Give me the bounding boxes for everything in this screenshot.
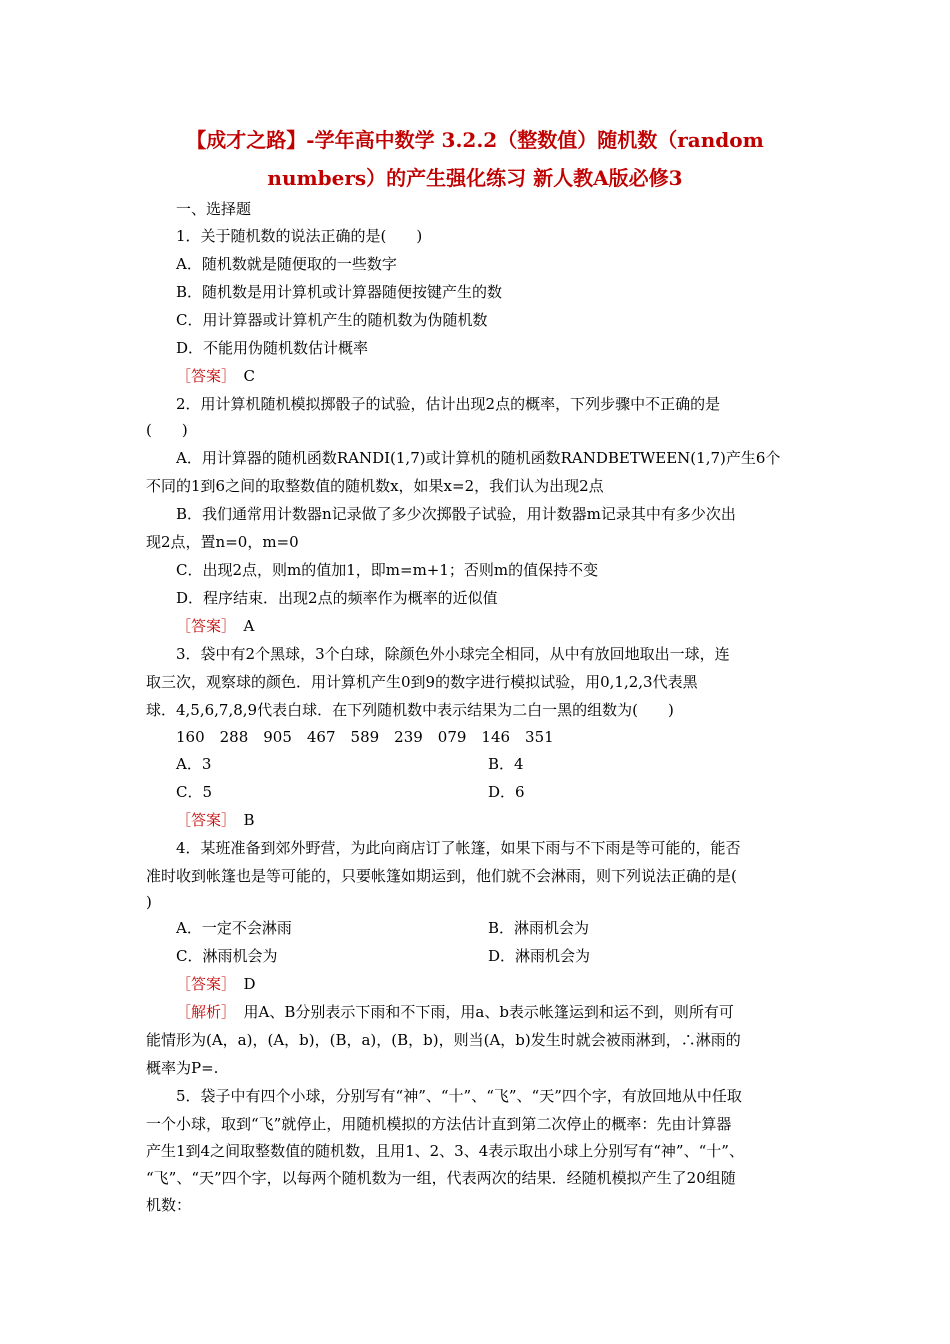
solution-text: 用A、B分别表示下雨和不下雨，用a、b表示帐篷运到和运不到，则所有可 <box>243 1003 734 1021</box>
q2-stem-line-2: ( ) <box>146 421 188 439</box>
q4-option-b: B．淋雨机会为 <box>488 919 590 937</box>
q2-option-c: C．出现2点，则m的值加1，即m=m+1；否则m的值保持不变 <box>176 561 599 579</box>
q5-stem-line-3: 产生1到4之间取整数值的随机数，且用1、2、3、4表示取出小球上分别写有“神”、“十”、 <box>146 1142 744 1160</box>
q4-solution-line-2: 能情形为(A，a)，(A，b)，(B，a)，(B，b)，则当(A，b)发生时就会被雨淋到，∴淋雨的 <box>146 1031 741 1049</box>
q4-answer <box>176 974 256 994</box>
q5-stem-line-5: 机数： <box>146 1196 192 1214</box>
q4-stem-line-3: ) <box>146 893 152 911</box>
title-line-1: 【成才之路】-学年高中数学 3.2.2（整数值）随机数（random <box>186 128 764 152</box>
q4-solution-line-3: 概率为P=. <box>146 1059 219 1077</box>
q3-answer <box>176 810 255 830</box>
q4-option-a: A．一定不会淋雨 <box>176 919 292 937</box>
q2-option-a-line-1: A．用计算器的随机函数RANDI(1,7)或计算机的随机函数RANDBETWEEN(1,7)产生6个 <box>176 449 781 467</box>
answer-value: D <box>243 975 256 993</box>
q5-stem-line-2: 一个小球，取到“飞”就停止，用随机模拟的方法估计直到第二次停止的概率：先由计算器 <box>146 1115 732 1133</box>
q2-option-b-line-1: B．我们通常用计数器n记录做了多少次掷骰子试验，用计数器m记录其中有多少次出 <box>176 505 736 523</box>
answer-label: ［答案］ <box>176 367 229 385</box>
q3-stem-line-3: 球．4,5,6,7,8,9代表白球．在下列随机数中表示结果为二白一黑的组数为( ) <box>146 701 674 719</box>
q1-option-c: C．用计算器或计算机产生的随机数为伪随机数 <box>176 311 488 329</box>
q3-option-a: A．3 <box>176 755 212 773</box>
answer-label: ［答案］ <box>176 617 229 635</box>
q1-option-b: B．随机数是用计算机或计算器随便按键产生的数 <box>176 283 503 301</box>
title-line-2: numbers）的产生强化练习 新人教A版必修3 <box>267 166 683 190</box>
q3-stem-line-1: 3．袋中有2个黑球，3个白球，除颜色外小球完全相同，从中有放回地取出一球，连 <box>176 645 730 663</box>
section-heading: 一、选择题 <box>176 200 252 218</box>
q5-stem-line-1: 5．袋子中有四个小球，分别写有“神”、“十”、“飞”、“天”四个字，有放回地从中任取 <box>176 1087 742 1105</box>
q1-option-a: A．随机数就是随便取的一些数字 <box>176 255 397 273</box>
q4-option-c: C．淋雨机会为 <box>176 947 278 965</box>
q1-answer <box>176 366 255 386</box>
q3-stem-line-2: 取三次，观察球的颜色．用计算机产生0到9的数字进行模拟试验，用0,1,2,3代表黑 <box>146 673 698 691</box>
q4-stem-line-2: 准时收到帐篷也是等可能的，只要帐篷如期运到，他们就不会淋雨，则下列说法正确的是( <box>146 867 737 885</box>
answer-label: ［答案］ <box>176 811 229 829</box>
q1-stem: 1．关于随机数的说法正确的是( ) <box>176 227 423 245</box>
q2-answer <box>176 616 254 636</box>
q4-option-d: D．淋雨机会为 <box>488 947 591 965</box>
q2-option-a-line-2: 不同的1到6之间的取整数值的随机数x，如果x=2，我们认为出现2点 <box>146 477 604 495</box>
q3-option-c: C．5 <box>176 783 213 801</box>
q4-solution-line-1 <box>176 1002 734 1022</box>
answer-value: A <box>243 617 255 635</box>
q2-option-b-line-2: 现2点，置n=0，m=0 <box>146 533 299 551</box>
q1-option-d: D．不能用伪随机数估计概率 <box>176 339 369 357</box>
q2-stem-line-1: 2．用计算机随机模拟掷骰子的试验，估计出现2点的概率，下列步骤中不正确的是 <box>176 395 721 413</box>
answer-label: ［答案］ <box>176 975 229 993</box>
q5-stem-line-4: “飞”、“天”四个字，以每两个随机数为一组，代表两次的结果．经随机模拟产生了20组随 <box>146 1169 736 1187</box>
q3-option-d: D．6 <box>488 783 525 801</box>
answer-value: B <box>243 811 255 829</box>
answer-value: C <box>243 367 256 385</box>
q2-option-d: D．程序结束．出现2点的频率作为概率的近似值 <box>176 589 498 607</box>
q3-random-numbers: 160 288 905 467 589 239 079 146 351 <box>176 728 554 746</box>
q4-stem-line-1: 4．某班准备到郊外野营，为此向商店订了帐篷，如果下雨与不下雨是等可能的，能否 <box>176 839 741 857</box>
solution-label: ［解析］ <box>176 1003 229 1021</box>
q3-option-b: B．4 <box>488 755 524 773</box>
